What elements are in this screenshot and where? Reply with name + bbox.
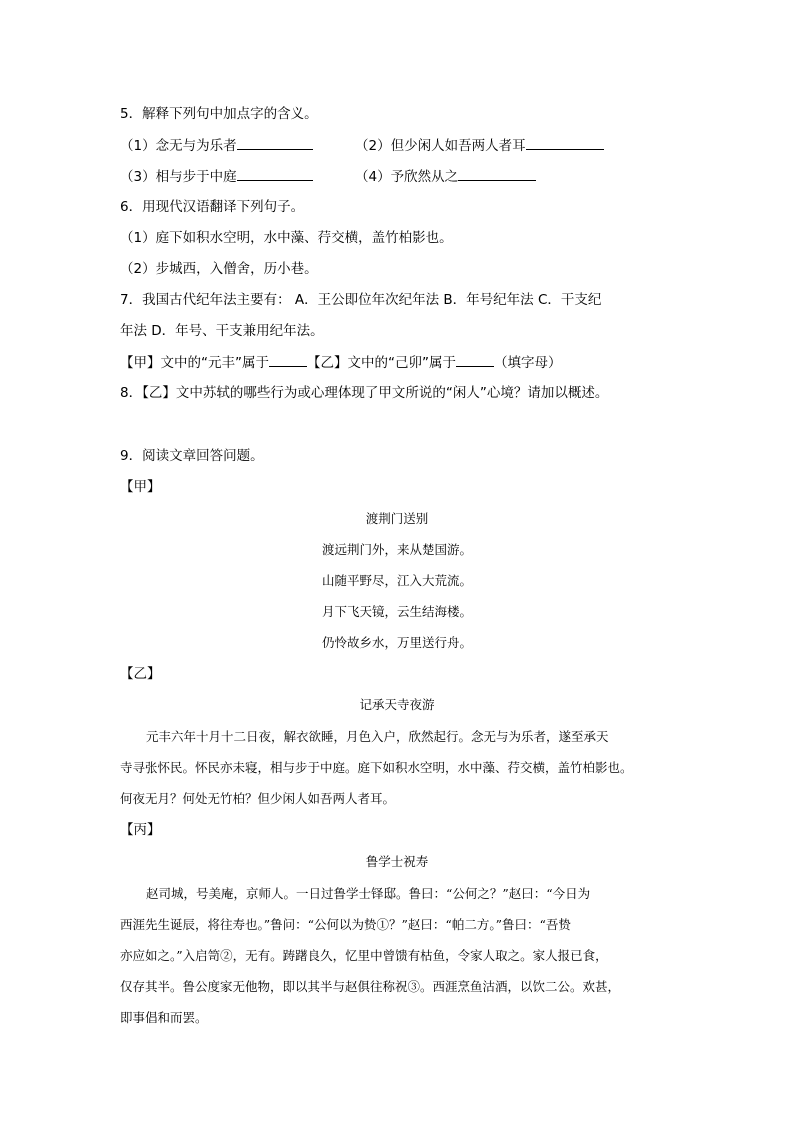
q6-stem: 6．用现代汉语翻译下列句子。 bbox=[120, 199, 305, 215]
q7-line-2: 年法 D．年号、干支兼用纪年法。 bbox=[120, 323, 324, 339]
poem-line: 山随平野尽，江入大荒流。 bbox=[321, 573, 472, 588]
q6-sentence-2: （2）步城西，入僧舍，历小巷。 bbox=[120, 261, 318, 277]
q5-item-2-text: （2）但少闲人如吾两人者耳 bbox=[355, 138, 526, 154]
q7-line-1: 7．我国古代纪年法主要有： A．王公即位年次纪年法 B．年号纪年法 C．干支纪 bbox=[120, 292, 602, 308]
q5-item-1-text: （1）念无与为乐者 bbox=[120, 138, 237, 154]
q5-item-1 bbox=[120, 135, 313, 156]
prose-line: 赵司城，号美庵，京师人。一日过鲁学士铎邸。鲁曰：“公何之？”赵曰：“今日为 bbox=[146, 886, 591, 901]
poem-line: 渡远荆门外，来从楚国游。 bbox=[321, 542, 472, 557]
poem-line: 月下飞天镜，云生结海楼。 bbox=[321, 604, 472, 619]
q8-stem: 8．【乙】文中苏轼的哪些行为或心理体现了甲文所说的“闲人”心境？请加以概述。 bbox=[120, 385, 609, 401]
q5-item-4 bbox=[355, 166, 536, 187]
q9-stem: 9．阅读文章回答问题。 bbox=[120, 448, 264, 464]
prose-line: 即事倡和而罢。 bbox=[120, 1010, 208, 1025]
answer-blank[interactable] bbox=[237, 135, 313, 150]
q7-part-b: 【乙】文中的“己卯”属于 bbox=[307, 355, 456, 371]
answer-blank[interactable] bbox=[458, 166, 536, 181]
answer-blank[interactable] bbox=[237, 166, 313, 181]
prose-line: 元丰六年十月十二日夜，解衣欲睡，月色入户，欣然起行。念无与为乐者，遂至承天 bbox=[146, 729, 609, 744]
q7-part-c: （填字母） bbox=[494, 355, 562, 371]
prose-title-bing: 鲁学士祝寿 bbox=[365, 854, 429, 869]
prose-line: 西涯先生诞辰，将往寿也。”鲁问：“公何以为贽①？”赵曰：“帕二方。”鲁曰：“吾贽 bbox=[120, 917, 571, 932]
q7-part-a: 【甲】文中的“元丰”属于 bbox=[120, 355, 269, 371]
prose-line: 亦应如之。”入启笥②，无有。踌躇良久，忆里中曾馈有枯鱼，令家人取之。家人报已食， bbox=[120, 948, 608, 963]
q5-item-4-text: （4）予欣然从之 bbox=[355, 169, 459, 185]
q5-item-2 bbox=[355, 135, 604, 156]
section-label-jia: 【甲】 bbox=[120, 479, 161, 495]
q5-item-3-text: （3）相与步于中庭 bbox=[120, 169, 237, 185]
q7-line-3 bbox=[120, 352, 562, 373]
poem-title: 渡荆门送别 bbox=[365, 511, 429, 526]
prose-line: 仅存其半。鲁公度家无他物，即以其半与赵俱往称祝③。西涯烹鱼沽酒，以饮二公。欢甚， bbox=[120, 979, 621, 994]
answer-blank[interactable] bbox=[526, 135, 604, 150]
q6-sentence-1: （1）庭下如积水空明，水中藻、荇交横，盖竹柏影也。 bbox=[120, 230, 453, 246]
poem-line: 仍怜故乡水，万里送行舟。 bbox=[321, 635, 472, 650]
prose-line: 何夜无月？何处无竹柏？但少闲人如吾两人者耳。 bbox=[120, 791, 396, 806]
prose-title-yi: 记承天寺夜游 bbox=[359, 697, 435, 712]
q5-item-3 bbox=[120, 166, 313, 187]
answer-blank[interactable] bbox=[269, 352, 307, 367]
answer-blank[interactable] bbox=[456, 352, 494, 367]
section-label-bing: 【丙】 bbox=[120, 822, 161, 838]
section-label-yi: 【乙】 bbox=[120, 666, 161, 682]
prose-line: 寺寻张怀民。怀民亦未寝，相与步于中庭。庭下如积水空明，水中藻、荇交横，盖竹柏影也。 bbox=[120, 760, 633, 775]
q5-stem: 5．解释下列句中加点字的含义。 bbox=[120, 106, 318, 122]
